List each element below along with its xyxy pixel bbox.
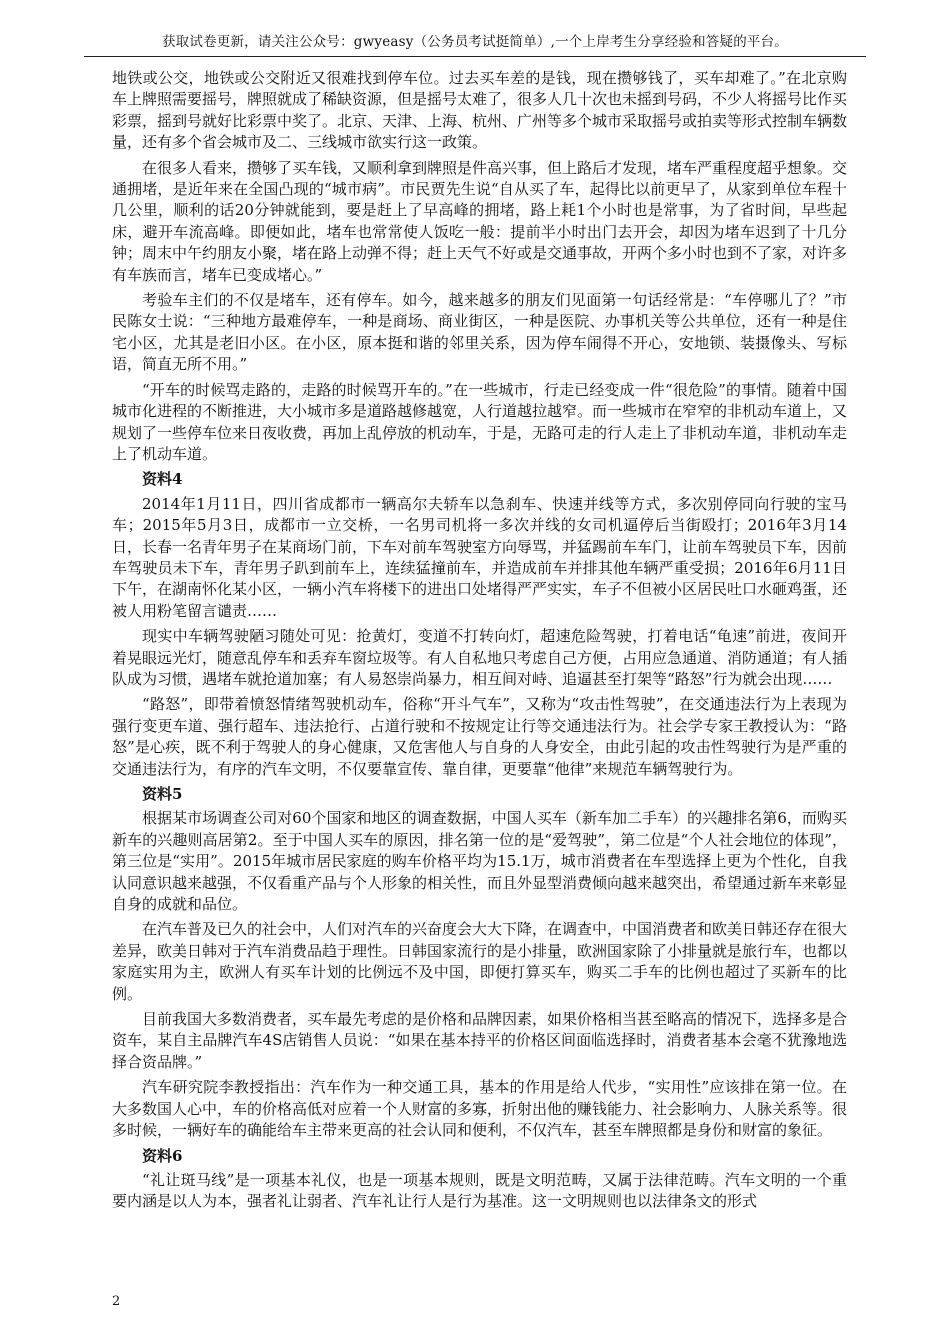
- paragraph: 在很多人看来，攒够了买车钱，又顺利拿到牌照是件高兴事，但上路后才发现，堵车严重程度超乎想象。交通拥堵，是近年来在全国凸现的“城市病”。市民贾先生说“自从买了车，起得比以前更早了，从家到单位车程十几公里，顺利的话20分钟就能到，要是赶上了早高峰的拥堵，路上耗1个小时也是常事，为了省时间，早些起床，避开车流高峰。即便如此，堵车也常常使人饭吃一般：提前半小时出门去开会，却因为堵车迟到了十几分钟；周末中午约朋友小聚，堵在路上动弹不得；赶上天气不好或是交通事故，开两个多小时也到不了家，对许多有车族而言，堵车已变成堵心。”: [112, 158, 848, 284]
- paragraph: “礼让斑马线”是一项基本礼仪，也是一项基本规则，既是文明范畴，又属于法律范畴。汽车文明的一个重要内涵是以人为本，强者礼让弱者、汽车礼让行人是行为基准。这一文明规则也以法律条文的形式: [112, 1170, 847, 1211]
- page-number: 2: [112, 1294, 121, 1309]
- paragraph: “开车的时候骂走路的，走路的时候骂开车的。”在一些城市，行走已经变成一件“很危险”的事情。随着中国城市化进程的不断推进，大小城市多是道路越修越宽，人行道越拉越窄。而一些城市在窄窄的非机动车道上，又规划了一些停车位来日夜收费，再加上乱停放的机动车，于是，无路可走的行人走上了非机动车道，非机动车走上了机动车道。: [112, 380, 848, 463]
- section-heading-5: 资料5: [142, 785, 183, 803]
- paragraph: 2014年1月11日，四川省成都市一辆高尔夫轿车以急刹车、快速并线等方式，多次别停同向行驶的宝马车；2015年5月3日，成都市一立交桥，一名男司机将一多次并线的女司机逼停后当街殴打；2016年3月14日，长春一名青年男子在某商场门前，下车对前车驾驶室方向辱骂，并猛踢前车车门，让前车驾驶员下车，因前车驾驶员未下车，青年男子趴到前车上，连续猛撞前车，并造成前车并排其他车辆严重受损；2016年6月11日下午，在湖南怀化某小区，一辆小汽车将楼下的进出口处堵得严严实实，车子不但被小区居民吐口水砸鸡蛋，还被人用粉笔留言谴责……: [112, 494, 848, 620]
- paragraph: 在汽车普及已久的社会中，人们对汽车的兴奋度会大大下降，在调查中，中国消费者和欧美日韩还存在很大差异，欧美日韩对于汽车消费品趋于理性。日韩国家流行的是小排量，欧洲国家除了小排量就是旅行车，也都以家庭实用为主，欧洲人有买车计划的比例远不及中国，即便打算买车，购买二手车的比例也超过了买新车的比例。: [112, 920, 848, 1003]
- section-heading-6: 资料6: [142, 1146, 183, 1165]
- paragraph: “路怒”，即带着愤怒情绪驾驶机动车，俗称“开斗气车”，又称为“攻击性驾驶”，在交通违法行为上表现为强行变更车道、强行超车、违法抢行、占道行驶和不按规定让行等交通违法行为。社会学专家王教授认为：“路怒”是心疾，既不利于驾驶人的身心健康，又危害他人与自身的人身安全，由此引起的攻击性驾驶行为是严重的交通违法行为，有序的汽车文明，不仅要靠宣传、靠自律，更要靠“他律”来规范车辆驾驶行为。: [112, 695, 847, 778]
- section-heading-4: 资料4: [142, 470, 183, 489]
- page-header: 获取试卷更新，请关注公众号：gwyeasy（公务员考试挺简单）,一个上岸考生分享经验和答疑的平台。: [161, 34, 788, 50]
- header-divider: [84, 56, 866, 57]
- document-body: [112, 68, 847, 1217]
- paragraph: 现实中车辆驾驶陋习随处可见：抢黄灯，变道不打转向灯，超速危险驾驶，打着电话“龟速”前进，夜间开着晃眼远光灯，随意乱停车和丢弃车窗垃圾等。有人自私地只考虑自己方便，占用应急通道、消防通道；有人插队成为习惯，遇堵车就抢道加塞；有人易怒崇尚暴力，相互间对峙、追逼甚至打架等“路怒”行为就会出现……: [112, 627, 848, 688]
- paragraph: 考验车主们的不仅是堵车，还有停车。如今，越来越多的朋友们见面第一句话经常是：“车停哪儿了？”市民陈女士说：“三种地方最难停车，一种是商场、商业街区，一种是医院、办事机关等公共单位，还有一种是住宅小区，尤其是老旧小区。在小区，原本挺和谐的邻里关系，因为停车闹得不开心，安地锁、装摄像头、写标语，简直无所不用。”: [112, 291, 847, 374]
- paragraph: 根据某市场调查公司对60个国家和地区的调查数据，中国人买车（新车加二手车）的兴趣排名第6，而购买新车的兴趣则高居第2。至于中国人买车的原因，排名第一位的是“爱驾驶”，第二位是“个人社会地位的体现”，第三位是“实用”。2015年城市居民家庭的购车价格平均为15.1万，城市消费者在车型选择上更为个性化，自我认同意识越来越强，不仅看重产品与个人形象的相关性，而且外显型消费倾向越来越突出，希望通过新车来彰显自身的成就和品位。: [112, 809, 848, 914]
- paragraph: 地铁或公交，地铁或公交附近又很难找到停车位。过去买车差的是钱，现在攒够钱了，买车却难了。”在北京购车上牌照需要摇号，牌照就成了稀缺资源，但是摇号太难了，很多人几十次也未摇到号码，不少人将摇号比作买彩票，摇到号就好比彩票中奖了。北京、天津、上海、杭州、广州等多个城市采取摇号或拍卖等形式控制车辆数量，还有多个省会城市及二、三线城市欲实行这一政策。: [112, 69, 848, 152]
- paragraph: 汽车研究院李教授指出：汽车作为一种交通工具，基本的作用是给人代步，“实用性”应该排在第一位。在大多数国人心中，车的价格高低对应着一个人财富的多寡，折射出他的赚钱能力、社会影响力、人脉关系等。很多时候，一辆好车的确能给车主带来更高的社会认同和便利，不仅汽车，甚至车牌照都是身份和财富的象征。: [112, 1078, 848, 1140]
- paragraph: 目前我国大多数消费者，买车最先考虑的是价格和品牌因素，如果价格相当甚至略高的情况下，选择多是合资车，某自主品牌汽车4S店销售人员说：“如果在基本持平的价格区间面临选择时，消费者基本会毫不犹豫地选择合资品牌。”: [112, 1010, 848, 1071]
